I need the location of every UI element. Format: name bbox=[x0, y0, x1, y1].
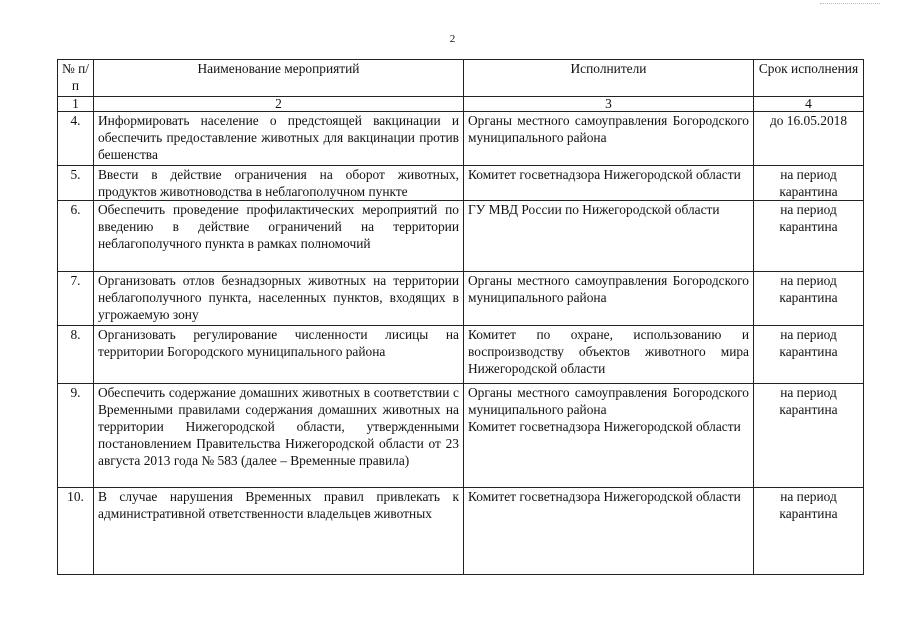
header-num: № п/п bbox=[58, 60, 94, 97]
row-num: 8. bbox=[58, 326, 94, 384]
index-cell: 2 bbox=[94, 97, 464, 112]
header-executors: Исполнители bbox=[464, 60, 754, 97]
row-executors: Комитет госветнадзора Нижегородской области bbox=[464, 166, 754, 201]
row-num: 5. bbox=[58, 166, 94, 201]
row-term: на период карантина bbox=[754, 272, 864, 326]
index-cell: 4 bbox=[754, 97, 864, 112]
row-term: до 16.05.2018 bbox=[754, 112, 864, 166]
header-term: Срок исполнения bbox=[754, 60, 864, 97]
row-name: Ввести в действие ограничения на оборот животных, продуктов животноводства в неблагополучном пункте bbox=[94, 166, 464, 201]
row-executors bbox=[464, 384, 754, 488]
table-header-row bbox=[58, 60, 864, 97]
header-name: Наименование мероприятий bbox=[94, 60, 464, 97]
measures-table bbox=[57, 59, 864, 575]
row-executors: Комитет госветнадзора Нижегородской области bbox=[464, 488, 754, 575]
row-name: В случае нарушения Временных правил привлекать к административной ответственности владельцев животных bbox=[94, 488, 464, 575]
row-executors: Органы местного самоуправления Богородского муниципального района bbox=[464, 272, 754, 326]
row-name: Обеспечить проведение профилактических мероприятий по введению в действие ограничений на территории неблагополучного пункта в рамках полномочий bbox=[94, 201, 464, 272]
table-row bbox=[58, 201, 864, 272]
table-row bbox=[58, 384, 864, 488]
row-num: 4. bbox=[58, 112, 94, 166]
table-row bbox=[58, 272, 864, 326]
scan-artifact bbox=[820, 3, 880, 6]
row-term: на период карантина bbox=[754, 166, 864, 201]
row-term: на период карантина bbox=[754, 488, 864, 575]
row-num: 9. bbox=[58, 384, 94, 488]
table-row bbox=[58, 488, 864, 575]
row-num: 6. bbox=[58, 201, 94, 272]
row-name: Обеспечить содержание домашних животных в соответствии с Временными правилами содержания домашних животных на территории Нижегородской области, утвержденными постановлением Правительства Нижегородской области от 23 августа 2013 года № 583 (далее – Временные правила) bbox=[94, 384, 464, 488]
table-row bbox=[58, 112, 864, 166]
page-number: 2 bbox=[449, 33, 456, 45]
row-term: на период карантина bbox=[754, 326, 864, 384]
row-executors: Органы местного самоуправления Богородского муниципального района bbox=[464, 112, 754, 166]
row-term: на период карантина bbox=[754, 384, 864, 488]
row-executors: Комитет по охране, использованию и воспроизводству объектов животного мира Нижегородской области bbox=[464, 326, 754, 384]
row-term: на период карантина bbox=[754, 201, 864, 272]
row-num: 7. bbox=[58, 272, 94, 326]
row-name: Организовать отлов безнадзорных животных на территории неблагополучного пункта, населенных пунктов, входящих в угрожаемую зону bbox=[94, 272, 464, 326]
row-executor-line: Органы местного самоуправления Богородского муниципального района bbox=[468, 385, 749, 417]
row-num: 10. bbox=[58, 488, 94, 575]
table-row bbox=[58, 326, 864, 384]
row-name: Информировать население о предстоящей вакцинации и обеспечить предоставление животных для вакцинации против бешенства bbox=[94, 112, 464, 166]
table-index-row bbox=[58, 97, 864, 112]
index-cell: 1 bbox=[58, 97, 94, 112]
row-name: Организовать регулирование численности лисицы на территории Богородского муниципального района bbox=[94, 326, 464, 384]
index-cell: 3 bbox=[464, 97, 754, 112]
row-executor-line: Комитет госветнадзора Нижегородской области bbox=[468, 419, 741, 434]
row-executors: ГУ МВД России по Нижегородской области bbox=[464, 201, 754, 272]
table-row bbox=[58, 166, 864, 201]
